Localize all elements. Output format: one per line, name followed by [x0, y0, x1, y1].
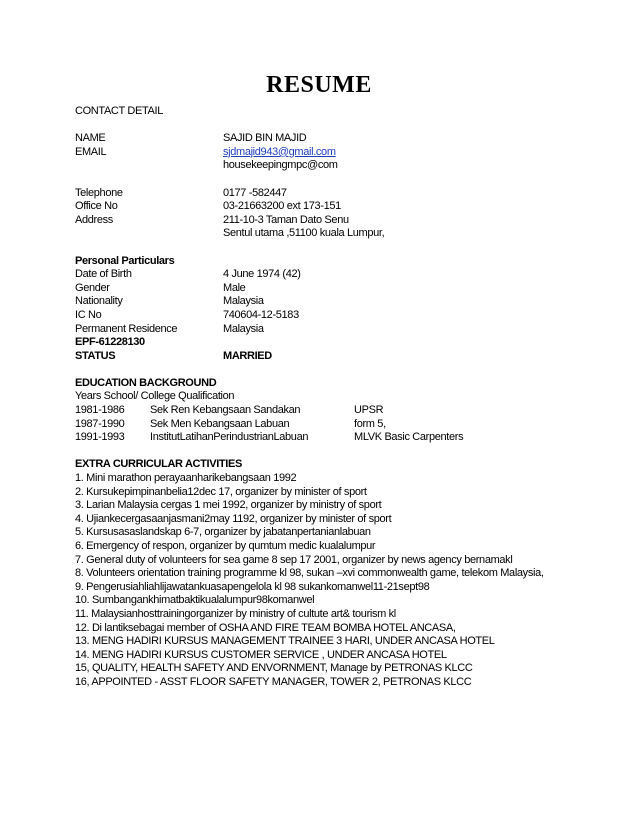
dob-value: 4 June 1974 (42) [223, 268, 301, 281]
email-value-2: housekeepingmpc@com [223, 159, 338, 172]
education-qualification: form 5, [354, 417, 386, 430]
email-link[interactable]: sjdmajid943@gmail.com [223, 145, 336, 158]
activity-item: 15, QUALITY, HEALTH SAFETY AND ENVORNMENT, Manage by PETRONAS KLCC [75, 662, 473, 675]
activity-item: 1. Mini marathon perayaanharikebangsaan 1992 [75, 472, 297, 485]
residence-value: Malaysia [223, 322, 264, 335]
education-heading: EDUCATION BACKGROUND [75, 376, 217, 389]
address-row [75, 214, 595, 228]
gender-value: Male [223, 281, 246, 294]
resume-body [75, 105, 595, 690]
activity-item: 4. Ujiankecergasaanjasmani2may 1192, organizer by minister of sport [75, 512, 392, 525]
contact-heading: CONTACT DETAIL [75, 105, 163, 117]
nationality-value: Malaysia [223, 295, 264, 308]
telephone-label: Telephone [75, 186, 123, 199]
nationality-row [75, 295, 595, 309]
telephone-row [75, 187, 595, 201]
activity-item: 7. General duty of volunteers for sea game 8 sep 17 2001, organizer by news agency bernamakl [75, 553, 513, 566]
activity-item: 11. Malaysianhosttrainingorganizer by ministry of cultute art& tourism kl [75, 607, 396, 620]
name-value: SAJID BIN MAJID [223, 132, 307, 145]
address-line-2: Sentul utama ,51100 kuala Lumpur, [223, 227, 385, 240]
activity-item: 10. Sumbangankhimatbaktikualalumpur98komanwel [75, 594, 315, 607]
education-years: 1991-1993 [75, 431, 125, 444]
activity-item: 16, APPOINTED - ASST FLOOR SAFETY MANAGER, TOWER 2, PETRONAS KLCC [75, 675, 472, 688]
activity-item: 12. Di lantiksebagai member of OSHA AND FIRE TEAM BOMBA HOTEL ANCASA, [75, 621, 456, 634]
address-row-2 [75, 227, 595, 241]
education-subheading: Years School/ College Qualification [75, 390, 235, 403]
education-years: 1981-1986 [75, 404, 125, 417]
activity-item: 2. Kursukepimpinanbelia12dec 17, organizer by minister of sport [75, 485, 367, 498]
activity-item: 14. MENG HADIRI KURSUS CUSTOMER SERVICE , UNDER ANCASA HOTEL [75, 648, 447, 661]
office-row [75, 200, 595, 214]
education-row [75, 431, 595, 445]
education-years: 1987-1990 [75, 417, 125, 430]
residence-label: Permanent Residence [75, 322, 178, 335]
activity-item: 6. Emergency of respon, organizer by qumtum medic kualalumpur [75, 540, 376, 552]
office-value: 03-21663200 ext 173-151 [223, 200, 341, 213]
education-school: Sek Ren Kebangsaan Sandakan [150, 404, 301, 417]
activity-item: 9. Pengerusiahliahlijawatankuasapengelola kl 98 sukankomanwel11-21sept98 [75, 580, 430, 593]
email-row-2 [75, 159, 595, 173]
status-value: MARRIED [223, 349, 272, 362]
email-row [75, 146, 595, 160]
email-label: EMAIL [75, 145, 107, 158]
extra-heading: EXTRA CURRICULAR ACTIVITIES [75, 458, 242, 471]
education-qualification: MLVK Basic Carpenters [354, 431, 464, 444]
education-school: InstitutLatihanPerindustrianLabuan [150, 431, 309, 444]
activity-item: 8. Volunteers orientation training programme kl 98, sukan –xvi commonwealth game, telekom Malaysia, [75, 567, 544, 580]
gender-label: Gender [75, 281, 110, 294]
residence-row [75, 323, 595, 337]
dob-row [75, 268, 595, 282]
status-label: STATUS [75, 349, 116, 362]
education-qualification: UPSR [354, 404, 384, 417]
activity-item: 5. Kursusasaslandskap 6-7, organizer by jabatanpertanianlabuan [75, 526, 371, 539]
address-line-1: 211-10-3 Taman Dato Senu [223, 213, 349, 226]
office-label: Office No [75, 200, 118, 213]
dob-label: Date of Birth [75, 268, 132, 281]
page-title: RESUME [266, 72, 372, 98]
address-label: Address [75, 213, 113, 226]
nationality-label: Nationality [75, 295, 123, 308]
ic-value: 740604-12-5183 [223, 308, 299, 321]
personal-heading: Personal Particulars [75, 254, 175, 267]
activity-item: 13. MENG HADIRI KURSUS MANAGEMENT TRAINEE 3 HARI, UNDER ANCASA HOTEL [75, 635, 495, 648]
name-row [75, 132, 595, 146]
telephone-value: 0177 -582447 [223, 186, 287, 199]
education-row [75, 404, 595, 418]
gender-row [75, 282, 595, 296]
status-row [75, 350, 595, 364]
ic-label: IC No [75, 308, 102, 321]
epf-number: EPF-61228130 [75, 336, 145, 349]
activity-item: 3. Larian Malaysia cergas 1 mei 1992, organizer by ministry of sport [75, 499, 382, 512]
education-school: Sek Men Kebangsaan Labuan [150, 417, 290, 430]
education-row [75, 418, 595, 432]
ic-row [75, 309, 595, 323]
name-label: NAME [75, 132, 106, 145]
